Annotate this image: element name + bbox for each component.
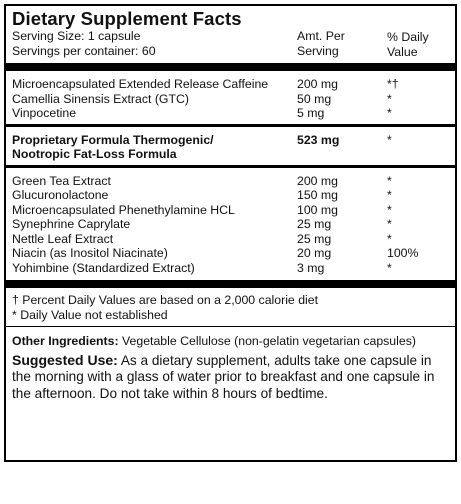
ingredient-row [6, 92, 455, 107]
ingredient-row [6, 217, 455, 232]
other-ingredients-label: Other Ingredients: [12, 334, 119, 348]
ingredient-row [6, 174, 455, 189]
ingredient-name: Synephrine Caprylate [12, 217, 131, 231]
ingredient-dv: * [387, 231, 392, 246]
footnotes [6, 288, 455, 326]
dv-header-line1: % Daily [387, 30, 429, 44]
ingredient-amount: 523 mg [297, 132, 340, 147]
ingredient-group-1 [6, 71, 455, 124]
amount-per-serving-header [297, 29, 377, 58]
ingredient-dv: * [387, 202, 392, 217]
ingredient-name: Nettle Leaf Extract [12, 231, 114, 246]
serving-header [6, 29, 455, 59]
serving-size: Serving Size: 1 capsule [12, 29, 141, 43]
other-ingredients-text: Vegetable Cellulose (non-gelatin vegetarian capsules) [118, 334, 416, 348]
ingredient-name: Microencapsulated Phenethylamine HCL [12, 202, 235, 217]
serving-info [12, 29, 156, 58]
ingredient-row [6, 232, 455, 247]
footnote-not-established: * Daily Value not established [12, 307, 168, 322]
ingredient-amount: 200 mg [297, 77, 339, 91]
ingredient-name: Proprietary Formula Thermogenic/ Nootropic Fat-Loss Formula [12, 132, 214, 161]
proprietary-row [6, 133, 455, 162]
ingredient-name: Camellia Sinensis Extract (GTC) [12, 91, 189, 106]
supplement-facts-label [4, 4, 457, 462]
footnote-dv-basis: † Percent Daily Values are based on a 2,000 calorie diet [12, 293, 319, 307]
ingredient-name: Niacin (as Inositol Niacinate) [12, 246, 168, 260]
amount-header-line1: Amt. Per [297, 29, 345, 43]
ingredient-name: Yohimbine (Standardized Extract) [12, 260, 195, 275]
ingredient-row [6, 246, 455, 261]
ingredient-row [6, 188, 455, 203]
servings-per-container: Servings per container: 60 [12, 43, 156, 58]
ingredient-dv: * [387, 217, 392, 231]
dv-header-line2: Value [387, 44, 418, 59]
ingredient-name: Glucuronolactone [12, 188, 109, 202]
ingredient-dv: * [387, 173, 392, 188]
label-title: Dietary Supplement Facts [12, 8, 242, 29]
ingredient-amount: 25 mg [297, 217, 332, 231]
ingredient-dv: * [387, 188, 392, 202]
ingredient-amount: 5 mg [297, 106, 325, 120]
amount-header-line2: Serving [297, 43, 339, 58]
ingredient-row [6, 261, 455, 276]
suggested-use-label: Suggested Use: [12, 351, 118, 368]
ingredient-row [6, 77, 455, 92]
ingredient-dv: * [387, 260, 392, 275]
ingredient-name: Green Tea Extract [12, 173, 111, 188]
proprietary-section [6, 127, 455, 165]
ingredient-row [6, 203, 455, 218]
ingredient-dv: 100% [387, 246, 419, 260]
ingredient-group-2 [6, 168, 455, 279]
ingredient-amount: 3 mg [297, 260, 325, 275]
ingredient-name: Vinpocetine [12, 106, 77, 120]
daily-value-header [387, 30, 451, 59]
ingredient-dv: * [387, 132, 392, 147]
ingredient-amount: 20 mg [297, 246, 332, 260]
thick-divider-2 [6, 280, 455, 288]
thick-divider [6, 63, 455, 71]
ingredient-name: Microencapsulated Extended Release Caffeine [12, 77, 269, 91]
ingredient-amount: 25 mg [297, 231, 332, 246]
ingredient-dv: * [387, 91, 392, 106]
ingredient-amount: 50 mg [297, 91, 332, 106]
ingredient-amount: 100 mg [297, 202, 339, 217]
ingredient-dv: *† [387, 77, 399, 91]
other-ingredients [6, 327, 455, 349]
ingredient-amount: 200 mg [297, 173, 339, 188]
ingredient-dv: * [387, 106, 392, 120]
ingredient-row [6, 106, 455, 121]
ingredient-amount: 150 mg [297, 188, 339, 202]
suggested-use-text: As a dietary supplement, adults take one capsule in the morning with a glass of water prior to breakfast and one capsule in the afternoon. Do not take within 8 hours of bedtime. [12, 352, 435, 401]
suggested-use [6, 349, 455, 403]
